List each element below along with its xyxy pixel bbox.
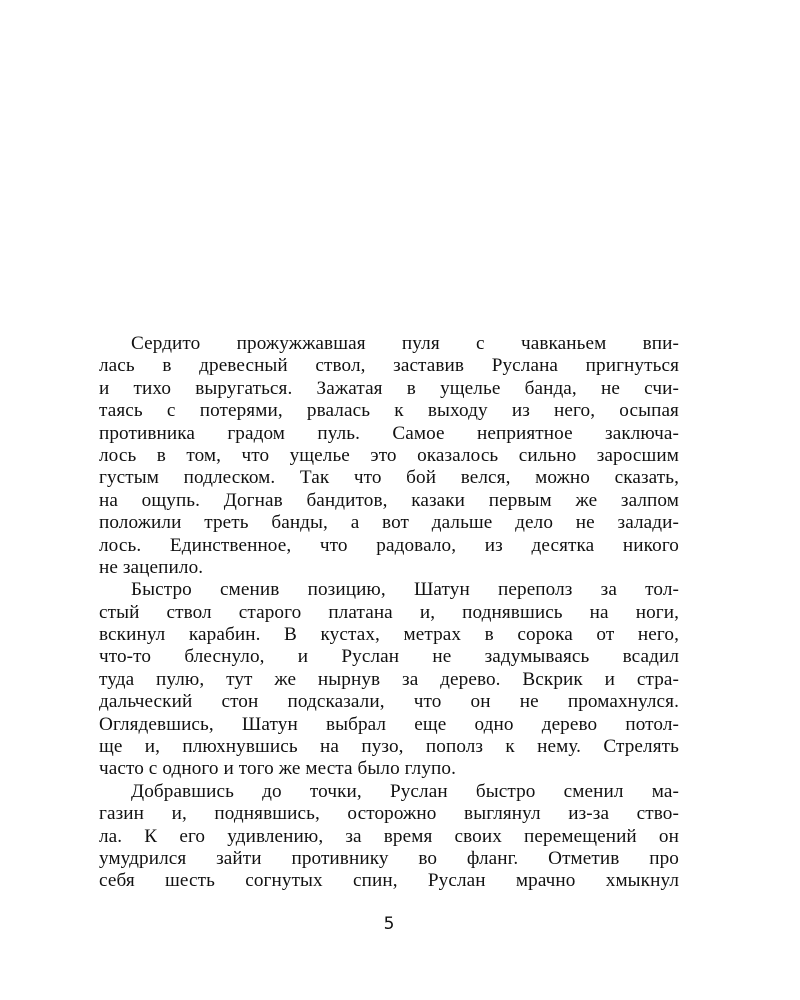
text-line: Добравшись до точки, Руслан быстро сменил ма- (131, 780, 679, 802)
text-line: газин и, поднявшись, осторожно выглянул из-за ство- (99, 803, 679, 825)
text-line: Быстро сменив позицию, Шатун переполз за тол- (131, 579, 679, 601)
text-line: и тихо выругаться. Зажатая в ущелье банда, не счи- (99, 377, 679, 399)
text-line: стый ствол старого платана и, поднявшись на ноги, (99, 601, 679, 623)
text-line: себя шесть согнутых спин, Руслан мрачно хмыкнул (99, 870, 679, 892)
text-line: густым подлеском. Так что бой велся, можно сказать, (99, 467, 679, 489)
text-line: Сердито прожужжавшая пуля с чавканьем впи- (131, 333, 679, 354)
text-line: вскинул карабин. В кустах, метрах в сорока от него, (99, 624, 679, 646)
text-line: туда пулю, тут же нырнув за дерево. Вскрик и стра- (99, 668, 679, 690)
text-line: на ощупь. Догнав бандитов, казаки первым же залпом (99, 489, 679, 511)
text-line: ла. К его удивлению, за время своих перемещений он (99, 825, 679, 847)
text-line: умудрился зайти противнику во фланг. Отметив про (99, 847, 679, 869)
text-line: противника градом пуль. Самое неприятное заключа- (99, 422, 679, 444)
text-line: Оглядевшись, Шатун выбрал еще одно дерево потол- (99, 713, 679, 735)
text-line: что-то блеснуло, и Руслан не задумываясь всадил (99, 646, 679, 668)
text-line: лось. Единственное, что радовало, из десятка никого (99, 534, 679, 556)
text-line: ще и, плюхнувшись на пузо, пополз к нему. Стрелять (99, 736, 679, 758)
text-line: лась в древесный ствол, заставив Руслана пригнуться (99, 355, 679, 377)
text-line: таясь с потерями, рвалась к выходу из него, осыпая (99, 400, 679, 422)
text-line: дальческий стон подсказали, что он не промахнулся. (99, 691, 679, 713)
body-text (99, 333, 679, 893)
text-line: не зацепило. (99, 556, 204, 578)
text-line: лось в том, что ущелье это оказалось сильно заросшим (99, 444, 679, 466)
text-line: часто с одного и того же места было глупо. (99, 758, 456, 780)
page-number: 5 (383, 914, 395, 934)
text-line: положили треть банды, а вот дальше дело не залади- (99, 512, 679, 534)
